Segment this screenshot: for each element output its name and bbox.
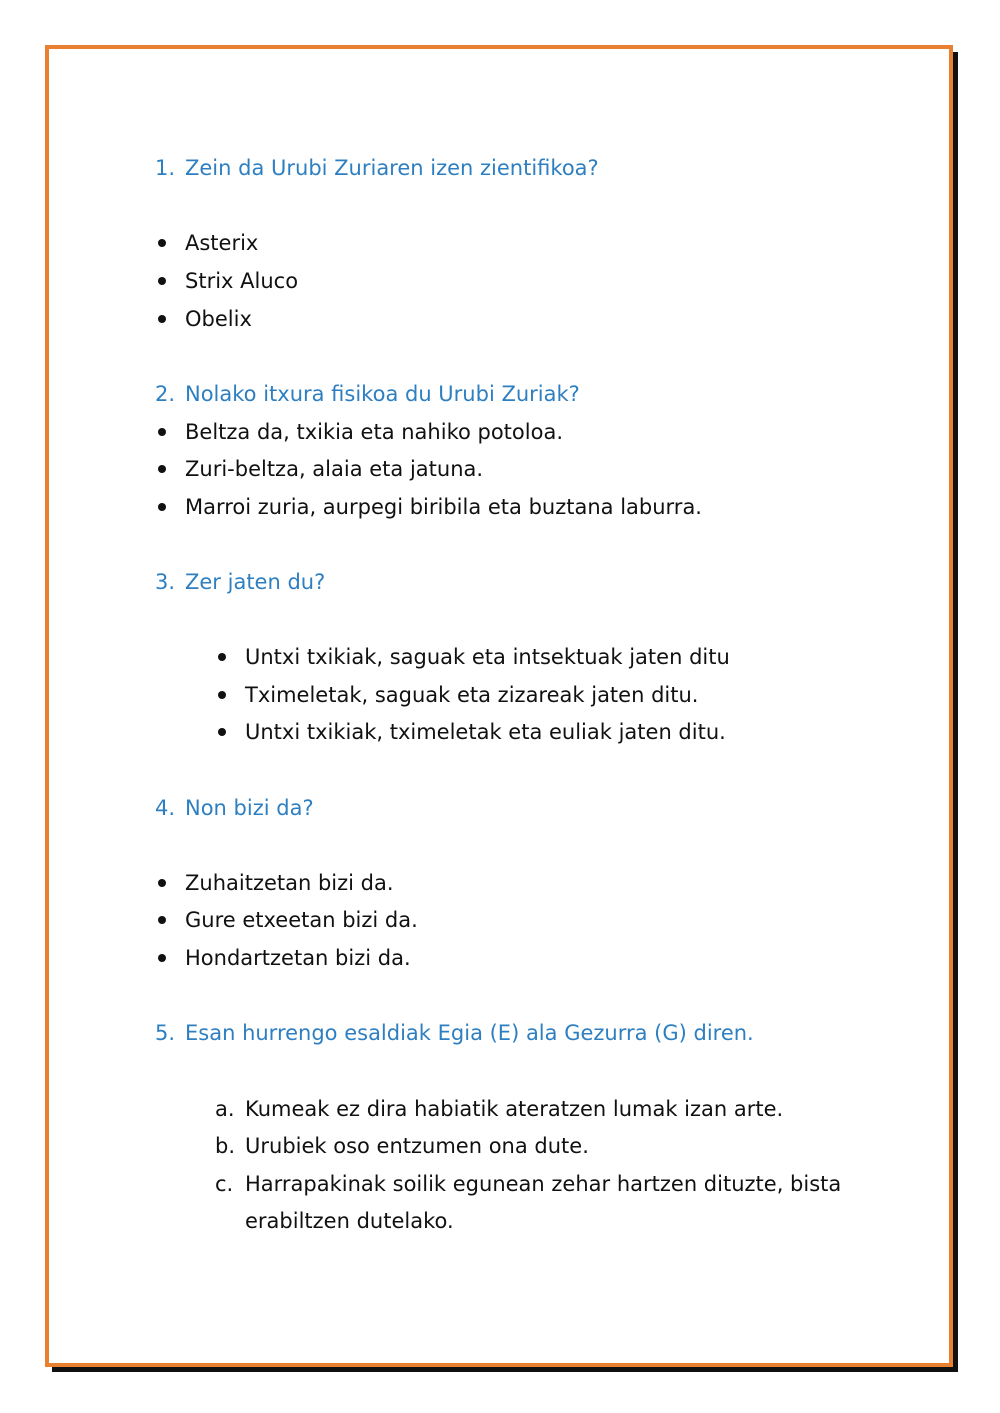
- bullet-icon: [218, 728, 226, 736]
- question-number: 2.: [155, 382, 176, 406]
- question-3: [155, 568, 325, 596]
- bullet-icon: [158, 954, 166, 962]
- worksheet-frame: [45, 45, 953, 1367]
- question-text: Zein da Urubi Zuriaren izen zientifikoa?: [185, 156, 599, 180]
- bullet-icon: [158, 428, 166, 436]
- question-5: [155, 1019, 754, 1047]
- q3-option-3[interactable]: [245, 718, 726, 746]
- option-text: Obelix: [185, 307, 252, 331]
- question-1: [155, 154, 599, 182]
- question-number: 5.: [155, 1021, 176, 1045]
- q2-option-3[interactable]: [185, 493, 702, 521]
- q2-option-2[interactable]: [185, 455, 483, 483]
- question-text: Non bizi da?: [185, 796, 314, 820]
- option-text: Hondartzetan bizi da.: [185, 946, 411, 970]
- statement-letter: a.: [215, 1097, 235, 1121]
- q1-option-1[interactable]: [185, 229, 258, 257]
- bullet-icon: [158, 916, 166, 924]
- statement-letter: c.: [215, 1172, 234, 1196]
- bullet-icon: [218, 691, 226, 699]
- bullet-icon: [158, 239, 166, 247]
- option-text: Gure etxeetan bizi da.: [185, 908, 418, 932]
- q2-option-1[interactable]: [185, 418, 563, 446]
- q1-option-3[interactable]: [185, 305, 252, 333]
- q1-option-2[interactable]: [185, 267, 298, 295]
- bullet-icon: [158, 315, 166, 323]
- question-text: Nolako itxura fisikoa du Urubi Zuriak?: [185, 382, 580, 406]
- q4-option-3[interactable]: [185, 944, 411, 972]
- q3-option-2[interactable]: [245, 681, 698, 709]
- question-number: 1.: [155, 156, 176, 180]
- option-text: Asterix: [185, 231, 259, 255]
- option-text: Marroi zuria, aurpegi biribila eta buztana laburra.: [185, 495, 702, 519]
- question-number: 3.: [155, 570, 176, 594]
- question-text: Esan hurrengo esaldiak Egia (E) ala Gezurra (G) diren.: [185, 1021, 754, 1045]
- q5-statement-c-continued: [245, 1207, 454, 1235]
- bullet-icon: [158, 277, 166, 285]
- bullet-icon: [218, 653, 226, 661]
- option-text: Tximeletak, saguak eta zizareak jaten ditu.: [245, 683, 699, 707]
- q4-option-2[interactable]: [185, 906, 418, 934]
- option-text: Untxi txikiak, saguak eta intsektuak jaten ditu: [245, 645, 730, 669]
- worksheet-content: [49, 49, 949, 1363]
- q5-statement-a: [215, 1095, 784, 1123]
- question-4: [155, 794, 314, 822]
- bullet-icon: [158, 879, 166, 887]
- question-number: 4.: [155, 796, 176, 820]
- q4-option-1[interactable]: [185, 869, 394, 897]
- option-text: Beltza da, txikia eta nahiko potoloa.: [185, 420, 563, 444]
- statement-text: Kumeak ez dira habiatik ateratzen lumak izan arte.: [245, 1097, 784, 1121]
- bullet-icon: [158, 465, 166, 473]
- question-text: Zer jaten du?: [185, 570, 326, 594]
- option-text: Zuri-beltza, alaia eta jatuna.: [185, 457, 484, 481]
- bullet-icon: [158, 503, 166, 511]
- statement-text: Urubiek oso entzumen ona dute.: [245, 1134, 589, 1158]
- q5-statement-c: [215, 1170, 842, 1198]
- option-text: Strix Aluco: [185, 269, 299, 293]
- question-2: [155, 380, 580, 408]
- q5-statement-b: [215, 1132, 589, 1160]
- option-text: Untxi txikiak, tximeletak eta euliak jaten ditu.: [245, 720, 726, 744]
- statement-letter: b.: [215, 1134, 236, 1158]
- statement-text: erabiltzen dutelako.: [245, 1209, 454, 1233]
- statement-text: Harrapakinak soilik egunean zehar hartzen dituzte, bista: [245, 1172, 842, 1196]
- option-text: Zuhaitzetan bizi da.: [185, 871, 394, 895]
- q3-option-1[interactable]: [245, 643, 730, 671]
